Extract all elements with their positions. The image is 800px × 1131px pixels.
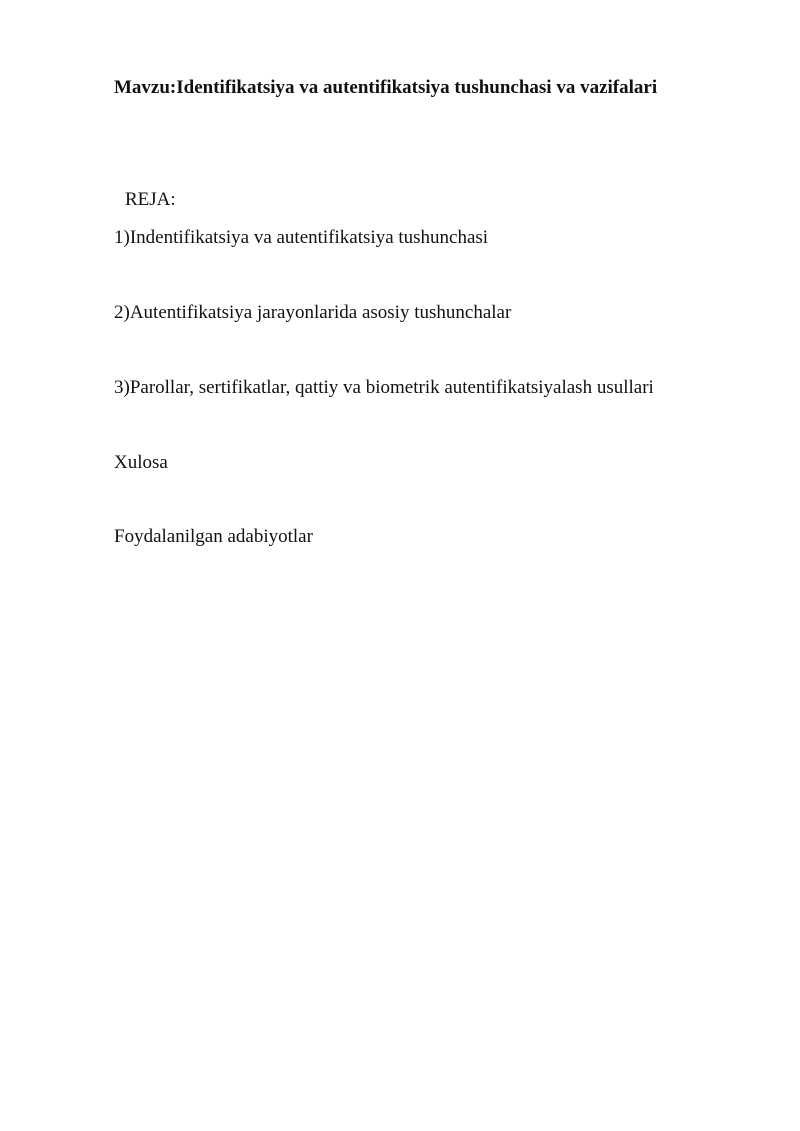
plan-item-2: 2)Autentifikatsiya jarayonlarida asosiy tushunchalar (114, 302, 512, 323)
plan-item-3: 3)Parollar, sertifikatlar, qattiy va biometrik autentifikatsiyalash usullari (114, 377, 654, 398)
plan-heading: REJA: (125, 189, 176, 210)
plan-item-references: Foydalanilgan adabiyotlar (114, 526, 313, 547)
document-title: Mavzu:Identifikatsiya va autentifikatsiya tushunchasi va vazifalari (114, 77, 658, 98)
plan-item-conclusion: Xulosa (114, 452, 168, 473)
plan-item-1: 1)Indentifikatsiya va autentifikatsiya tushunchasi (114, 227, 489, 248)
